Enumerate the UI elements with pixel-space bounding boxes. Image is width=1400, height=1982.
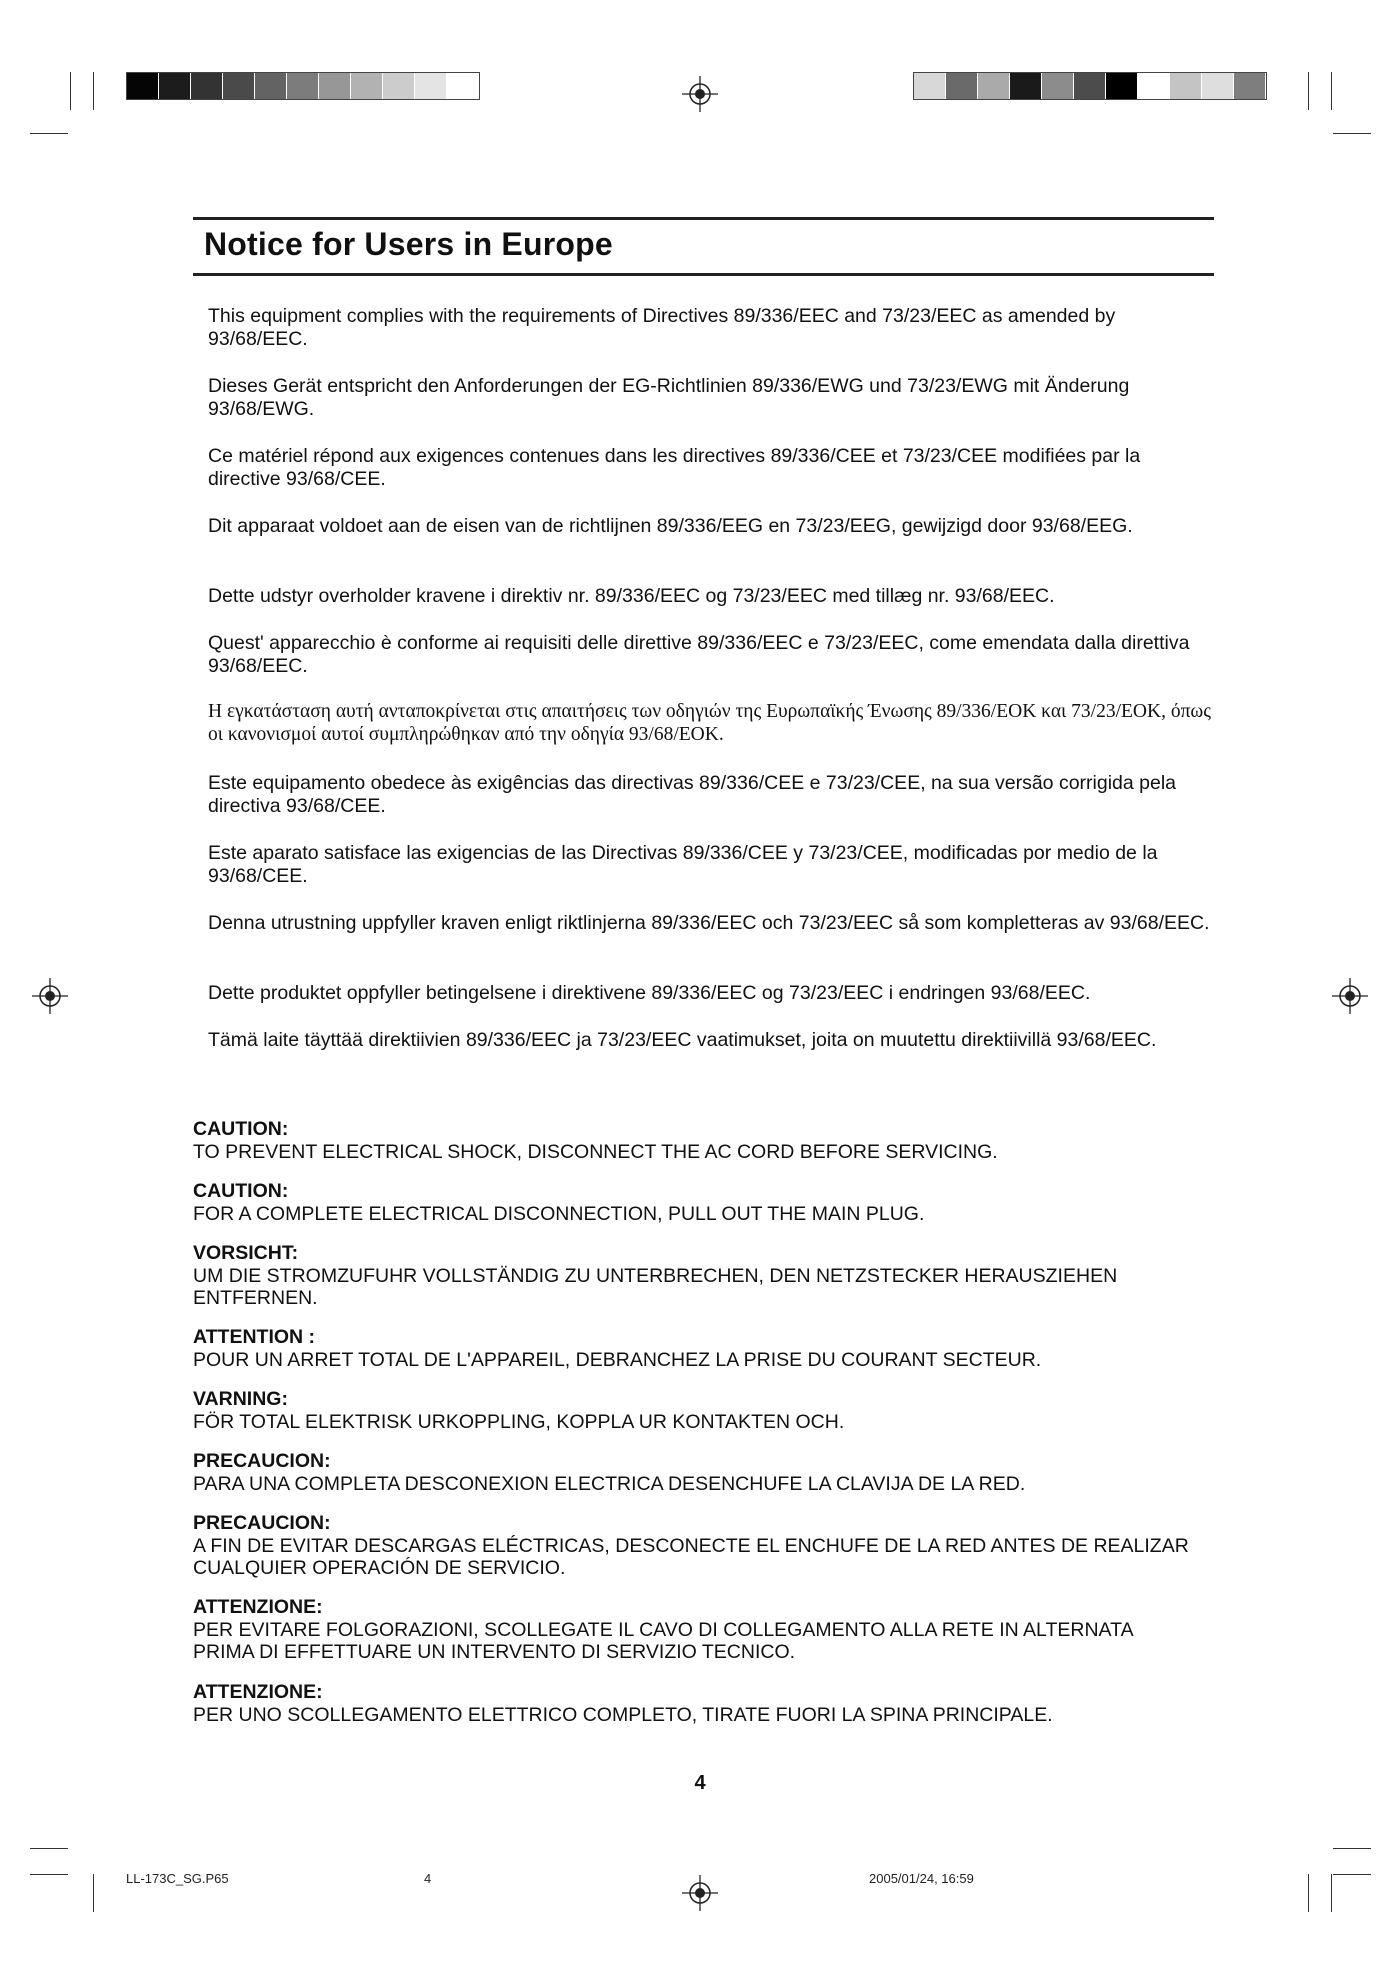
compliance-paragraph-pt: Este equipamento obedece às exigências das directivas 89/336/CEE e 73/23/CEE, na sua versão corrigida pela directiva 93/68/CEE. [208, 772, 1177, 817]
caution-text: PER UNO SCOLLEGAMENTO ELETTRICO COMPLETO, TIRATE FUORI LA SPINA PRINCIPALE. [193, 1703, 1053, 1726]
color-swatch [191, 73, 223, 99]
crop-mark [1308, 72, 1309, 110]
crop-mark [1333, 1874, 1371, 1875]
caution-label: VORSICHT: [193, 1242, 299, 1264]
caution-label: ATTENZIONE: [193, 1596, 323, 1618]
caution-text: FÖR TOTAL ELEKTRISK URKOPPLING, KOPPLA UR KONTAKTEN OCH. [193, 1410, 845, 1433]
color-swatch [1170, 73, 1202, 99]
color-calibration-bar-left [126, 72, 480, 100]
compliance-paragraph-de: Dieses Gerät entspricht den Anforderungen der EG-Richtlinien 89/336/EWG und 73/23/EWG mit Änderung 93/68/EWG. [208, 375, 1130, 420]
caution-notice [193, 1596, 1153, 1664]
color-swatch [447, 73, 479, 99]
caution-label: PRECAUCION: [193, 1450, 331, 1472]
caution-label: CAUTION: [193, 1180, 289, 1202]
caution-label: ATTENZIONE: [193, 1681, 323, 1703]
caution-text: A FIN DE EVITAR DESCARGAS ELÉCTRICAS, DESCONECTE EL ENCHUFE DE LA RED ANTES DE REALIZAR CUALQUIER OPERACIÓN DE SERVICIO. [193, 1534, 1189, 1579]
footer-timestamp: 2005/01/24, 16:59 [869, 1871, 974, 1886]
caution-text: TO PREVENT ELECTRICAL SHOCK, DISCONNECT THE AC CORD BEFORE SERVICING. [193, 1140, 998, 1163]
crop-mark [1308, 1874, 1309, 1912]
heading-rule-bottom [193, 273, 1214, 276]
compliance-paragraph-sv: Denna utrustning uppfyller kraven enligt riktlinjerna 89/336/EEC och 73/23/EEC så som kompletteras av 93/68/EEC. [208, 912, 1210, 934]
caution-label: CAUTION: [193, 1118, 289, 1140]
color-swatch [978, 73, 1010, 99]
caution-notice [193, 1180, 1223, 1225]
compliance-paragraph-fi: Tämä laite täyttää direktiivien 89/336/EEC ja 73/23/EEC vaatimukset, joita on muutettu direktiivillä 93/68/EEC. [208, 1029, 1157, 1051]
page-title: Notice for Users in Europe [204, 226, 613, 262]
color-swatch [159, 73, 191, 99]
caution-notice [193, 1118, 1223, 1163]
caution-text: UM DIE STROMZUFUHR VOLLSTÄNDIG ZU UNTERBRECHEN, DEN NETZSTECKER HERAUSZIEHEN ENTFERNEN. [193, 1264, 1118, 1309]
compliance-paragraph-en: This equipment complies with the requirements of Directives 89/336/EEC and 73/23/EEC as amended by 93/68/EEC. [208, 305, 1116, 350]
compliance-paragraph-it: Quest' apparecchio è conforme ai requisiti delle direttive 89/336/EEC e 73/23/EEC, come emendata dalla direttiva 93/68/EEC. [208, 632, 1190, 677]
color-swatch [1138, 73, 1170, 99]
crop-mark [93, 72, 94, 110]
caution-label: ATTENTION : [193, 1326, 316, 1348]
registration-target-icon [1332, 978, 1368, 1014]
color-swatch [1010, 73, 1042, 99]
caution-notice [193, 1326, 1223, 1371]
color-swatch [1042, 73, 1074, 99]
crop-mark [1333, 133, 1371, 134]
compliance-paragraph-el: Η εγκατάσταση αυτή ανταποκρίνεται στις απαιτήσεις των οδηγιών της Ευρωπαϊκής Ένωσης 89/336/ΕΟΚ και 73/23/ΕΟΚ, όπως οι κανονισμοί αυτοί συμπληρώθηκαν από την οδηγία 93/68/ΕΟΚ. [208, 701, 1211, 745]
color-swatch [223, 73, 255, 99]
color-swatch [914, 73, 946, 99]
caution-notice [193, 1512, 1193, 1580]
crop-mark [30, 1874, 68, 1875]
compliance-paragraph-da: Dette udstyr overholder kravene i direktiv nr. 89/336/EEC og 73/23/EEC med tillæg nr. 93/68/EEC. [208, 585, 1055, 607]
color-swatch [1074, 73, 1106, 99]
crop-mark [1333, 1848, 1371, 1849]
color-swatch [351, 73, 383, 99]
crop-mark [1331, 72, 1332, 110]
crop-mark [30, 133, 68, 134]
color-swatch [1106, 73, 1138, 99]
caution-notice [193, 1450, 1223, 1495]
color-swatch [1234, 73, 1266, 99]
crop-mark [70, 72, 71, 110]
color-swatch [946, 73, 978, 99]
caution-label: VARNING: [193, 1388, 288, 1410]
compliance-paragraph-nl: Dit apparaat voldoet aan de eisen van de richtlijnen 89/336/EEG en 73/23/EEG, gewijzigd door 93/68/EEG. [208, 515, 1133, 537]
registration-target-icon [682, 76, 718, 112]
caution-notice [193, 1242, 1223, 1310]
caution-label: PRECAUCION: [193, 1512, 331, 1534]
color-calibration-bar-right [913, 72, 1267, 100]
crop-mark [93, 1874, 94, 1912]
crop-mark [1331, 1874, 1332, 1912]
compliance-paragraph-no: Dette produktet oppfyller betingelsene i direktivene 89/336/EEC og 73/23/EEC i endringen 93/68/EEC. [208, 982, 1091, 1004]
color-swatch [127, 73, 159, 99]
footer-page: 4 [424, 1871, 432, 1886]
color-swatch [415, 73, 447, 99]
heading-rule-top [193, 217, 1214, 220]
caution-text: PER EVITARE FOLGORAZIONI, SCOLLEGATE IL CAVO DI COLLEGAMENTO ALLA RETE IN ALTERNATA PRIMA DI EFFETTUARE UN INTERVENTO DI SERVIZIO TECNICO. [193, 1618, 1133, 1663]
footer-filename: LL-173C_SG.P65 [126, 1871, 229, 1886]
color-swatch [319, 73, 351, 99]
crop-mark [30, 1848, 68, 1849]
color-swatch [255, 73, 287, 99]
registration-target-icon [682, 1875, 718, 1911]
registration-target-icon [32, 978, 68, 1014]
color-swatch [1202, 73, 1234, 99]
color-swatch [383, 73, 415, 99]
compliance-paragraph-fr: Ce matériel répond aux exigences contenues dans les directives 89/336/CEE et 73/23/CEE modifiées par la directive 93/68/CEE. [208, 445, 1141, 490]
caution-notice [193, 1388, 1223, 1433]
page-number: 4 [694, 1772, 706, 1794]
compliance-paragraph-es: Este aparato satisface las exigencias de las Directivas 89/336/CEE y 73/23/CEE, modificadas por medio de la 93/68/CEE. [208, 842, 1158, 887]
color-swatch [287, 73, 319, 99]
caution-text: FOR A COMPLETE ELECTRICAL DISCONNECTION, PULL OUT THE MAIN PLUG. [193, 1202, 925, 1225]
caution-notice [193, 1681, 1223, 1726]
caution-text: POUR UN ARRET TOTAL DE L'APPAREIL, DEBRANCHEZ LA PRISE DU COURANT SECTEUR. [193, 1348, 1042, 1371]
caution-text: PARA UNA COMPLETA DESCONEXION ELECTRICA DESENCHUFE LA CLAVIJA DE LA RED. [193, 1472, 1026, 1495]
